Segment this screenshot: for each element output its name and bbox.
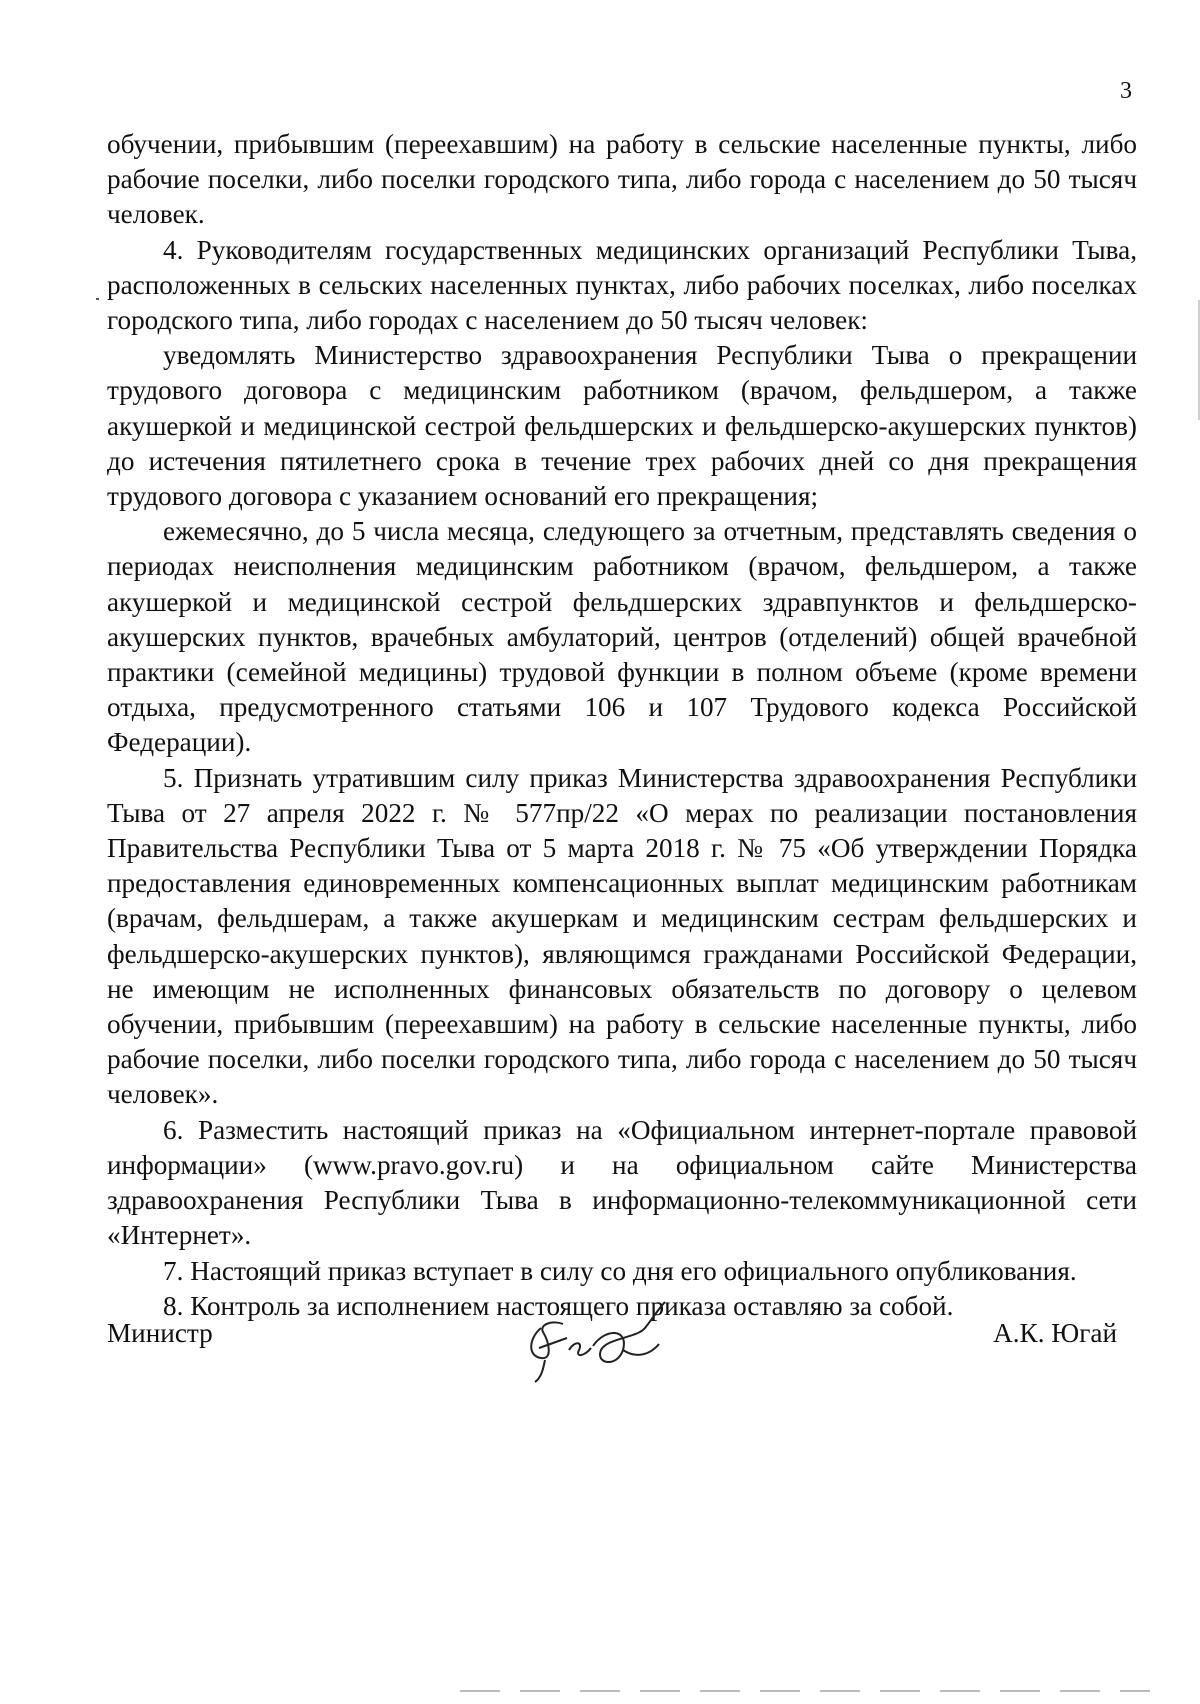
scan-bottom-artifact bbox=[460, 1690, 1150, 1692]
paragraph-item-7: 7. Настоящий приказ вступает в силу со дня его официального опубликования. bbox=[163, 1255, 1077, 1286]
signature-block bbox=[107, 1298, 1117, 1398]
paragraph-continuation: обучении, прибывшим (переехавшим) на работу в сельские населенные пункты, либо рабочие поселки, либо поселки городского типа, либо города с населением до 50 тысяч человек. bbox=[107, 129, 1137, 230]
page-number: 3 bbox=[1120, 78, 1132, 104]
signatory-name: А.К. Югай bbox=[993, 1318, 1117, 1348]
paragraph-item-6: 6. Разместить настоящий приказ на «Официальном интернет-портале правовой информации» (www.pravo.gov.ru) и на официальном сайте Министерства здравоохранения Республики Тыва в информационно-телекоммуникационной сети «Интернет». bbox=[107, 1114, 1137, 1251]
signatory-title: Министр bbox=[107, 1318, 213, 1348]
paragraph-item-8: 8. Контроль за исполнением настоящего приказа оставляю за собой. bbox=[163, 1290, 954, 1321]
document-body bbox=[107, 127, 1137, 1324]
scan-speck bbox=[96, 298, 99, 300]
handwritten-signature bbox=[519, 1298, 689, 1388]
paragraph-item-4-notify: уведомлять Министерство здравоохранения Республики Тыва о прекращении трудового договора с медицинским работником (врачом, фельдшером, а также акушеркой и медицинской сестрой фельдшерских и фельдшерско-акушерских пунктов) до истечения пятилетнего срока в течение трех рабочих дней со дня прекращения трудового договора с указанием оснований его прекращения; bbox=[107, 340, 1137, 512]
paragraph-item-4-monthly: ежемесячно, до 5 числа месяца, следующего за отчетным, представлять сведения о периодах неисполнения медицинским работником (врачом, фельдшером, а также акушеркой и медицинской сестрой фельдшерских здравпунктов и фельдшерско-акушерских пунктов, врачебных амбулаторий, центров (отделений) общей врачебной практики (семейной медицины) трудовой функции в полном объеме (кроме времени отдыха, предусмотренного статьями 106 и 107 Трудового кодекса Российской Федерации). bbox=[107, 516, 1137, 758]
paragraph-item-4: 4. Руководителям государственных медицинских организаций Республики Тыва, расположенных в сельских населенных пунктах, либо рабочих поселках, либо поселках городского типа, либо городах с населением до 50 тысяч человек: bbox=[107, 234, 1137, 336]
paragraph-item-5: 5. Признать утратившим силу приказ Министерства здравоохранения Республики Тыва от 27 апреля 2022 г. № 577пр/22 «О мерах по реализации постановления Правительства Республики Тыва от 5 марта 2018 г. № 75 «Об утверждении Порядка предоставления единовременных компенсационных выплат медицинским работникам (врачам, фельдшерам, а также акушеркам и медицинским сестрам фельдшерских и фельдшерско-акушерских пунктов), являющимся гражданами Российской Федерации, не имеющим не исполненных финансовых обязательств по договору о целевом обучении, прибывшим (переехавшим) на работу в сельские населенные пункты, либо рабочие поселки, либо поселки городского типа, либо города с населением до 50 тысяч человек». bbox=[107, 762, 1137, 1110]
